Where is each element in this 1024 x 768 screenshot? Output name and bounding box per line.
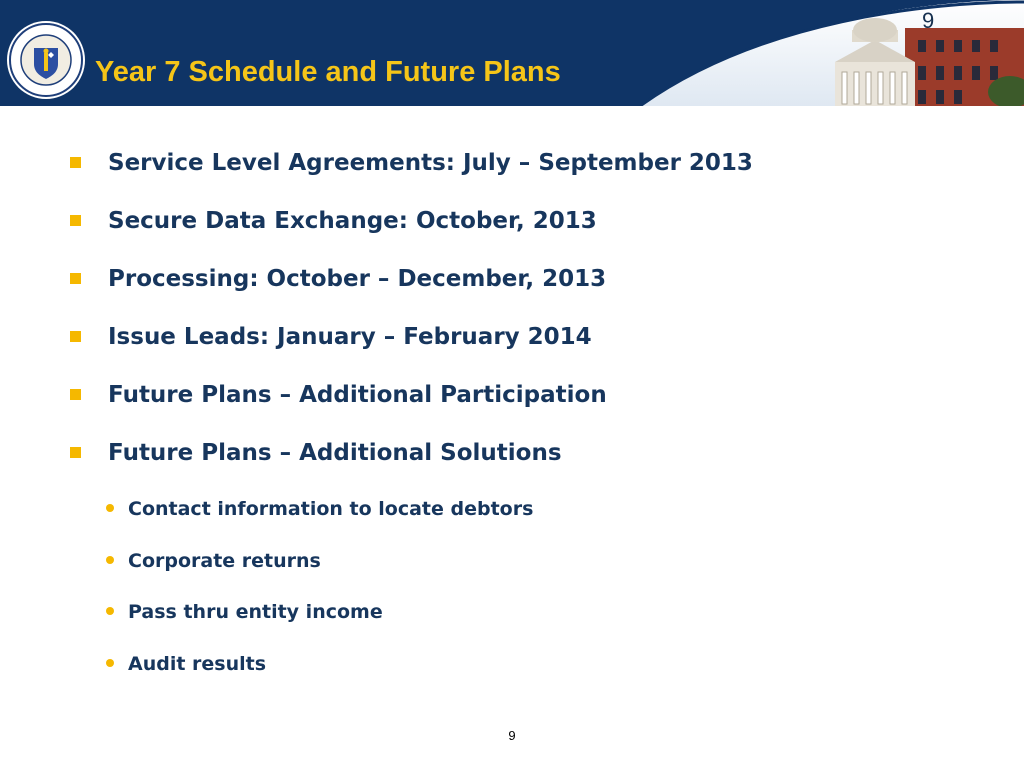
- bullet-item: [68, 146, 753, 204]
- square-bullet-icon: [70, 157, 81, 168]
- sub-bullet-item: [68, 494, 753, 546]
- round-bullet-icon: [106, 607, 114, 615]
- bullet-text: Processing: October – December, 2013: [108, 266, 607, 292]
- bullet-item: [68, 204, 753, 262]
- round-bullet-icon: [106, 556, 114, 564]
- round-bullet-icon: [106, 504, 114, 512]
- bullet-text: Future Plans – Additional Participation: [108, 382, 607, 408]
- sub-bullet-text: Corporate returns: [128, 549, 321, 572]
- page-number: 9: [508, 728, 516, 743]
- corner-slide-number: 9: [922, 8, 935, 33]
- slide-header: [0, 0, 1024, 106]
- bullet-item: [68, 378, 753, 436]
- sub-bullet-item: [68, 649, 753, 701]
- bullet-item: [68, 436, 753, 494]
- slide-title: Year 7 Schedule and Future Plans: [95, 56, 561, 88]
- bullet-text: Future Plans – Additional Solutions: [108, 440, 562, 466]
- bullet-list: [68, 146, 753, 700]
- round-bullet-icon: [106, 659, 114, 667]
- sub-bullet-text: Contact information to locate debtors: [128, 498, 534, 520]
- bullet-item: [68, 320, 753, 378]
- massachusetts-seal: [6, 20, 86, 100]
- bullet-text: Service Level Agreements: July – September 2013: [108, 150, 753, 176]
- sub-bullet-item: [68, 546, 753, 598]
- sub-bullet-item: [68, 597, 753, 649]
- square-bullet-icon: [70, 331, 81, 342]
- header-banner: [0, 0, 1024, 106]
- sub-bullet-text: Audit results: [128, 652, 267, 675]
- bullet-text: Secure Data Exchange: October, 2013: [108, 208, 597, 234]
- square-bullet-icon: [70, 215, 81, 226]
- square-bullet-icon: [70, 389, 81, 400]
- square-bullet-icon: [70, 447, 81, 458]
- bullet-text: Issue Leads: January – February 2014: [108, 324, 592, 350]
- sub-bullet-text: Pass thru entity income: [128, 601, 383, 623]
- square-bullet-icon: [70, 273, 81, 284]
- bullet-item: [68, 262, 753, 320]
